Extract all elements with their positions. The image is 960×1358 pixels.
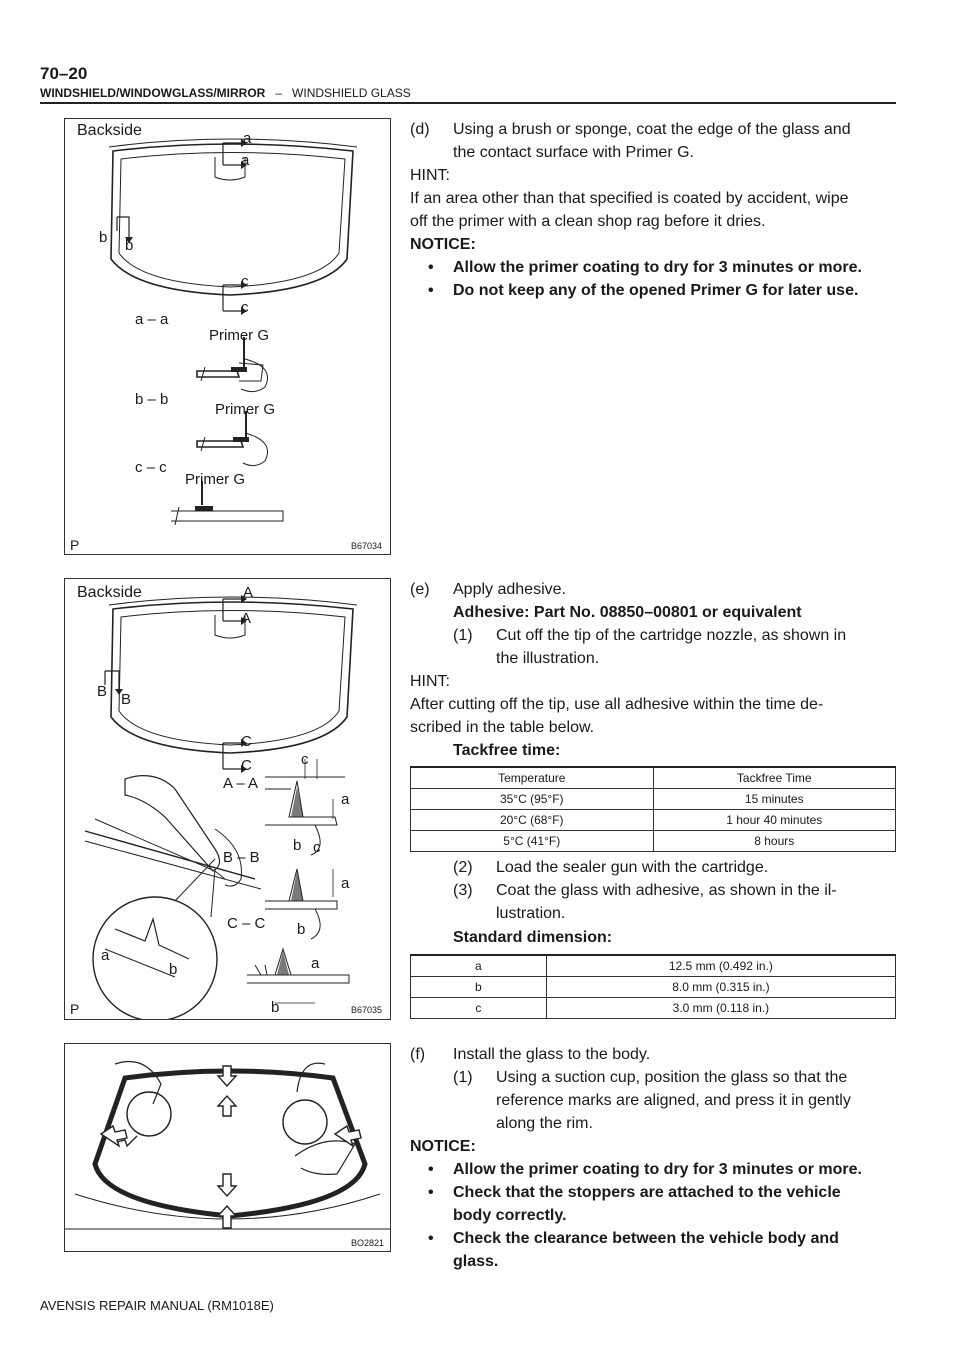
sub-step-label: (3)	[453, 882, 473, 899]
step-text: Using a brush or sponge, coat the edge of the glass and	[453, 121, 851, 138]
table-cell: 8 hours	[653, 831, 896, 852]
sub-step-text: the illustration.	[496, 650, 600, 667]
dim-label-b: b	[297, 921, 306, 938]
hint-text: If an area other than that specified is coated by accident, wipe	[410, 190, 849, 207]
label-a: a	[243, 130, 252, 147]
section-label-B-B: B – B	[223, 849, 260, 866]
dim-label-a: a	[341, 875, 350, 892]
notice-text: Allow the primer coating to dry for 3 minutes or more.	[453, 259, 862, 276]
sub-step-text: Cut off the tip of the cartridge nozzle, as shown in	[496, 627, 847, 644]
notice-label: NOTICE:	[410, 236, 476, 253]
sub-step-label: (2)	[453, 859, 473, 876]
bullet: •	[428, 282, 434, 299]
figure-adhesive-application	[64, 578, 391, 1020]
table-header: Tackfree Time	[653, 767, 896, 789]
adhesive-part-number: Adhesive: Part No. 08850–00801 or equivalent	[453, 604, 802, 621]
figure-code: BO2821	[351, 1238, 385, 1248]
step-label: (e)	[410, 581, 430, 598]
section-label-A-A: A – A	[223, 775, 259, 792]
dim-label-b: b	[169, 961, 178, 978]
dim-label-c: c	[301, 751, 309, 768]
step-text: Install the glass to the body.	[453, 1046, 651, 1063]
figure-primer-application	[64, 118, 391, 555]
primer-g-label: Primer G	[209, 327, 269, 344]
primer-g-label: Primer G	[215, 401, 275, 418]
section-label-a-a: a – a	[135, 311, 169, 328]
notice-text: Check the clearance between the vehicle body and	[453, 1230, 839, 1247]
section-title: WINDSHIELD/WINDOWGLASS/MIRROR	[40, 86, 266, 100]
figure-code: B67035	[351, 1005, 383, 1015]
notice-text: Do not keep any of the opened Primer G for later use.	[453, 282, 859, 299]
dim-label-a: a	[341, 791, 350, 808]
table-header: Temperature	[411, 767, 654, 789]
label-b: b	[125, 237, 134, 254]
section-label-C-C: C – C	[227, 915, 266, 932]
table-cell: 20°C (68°F)	[411, 810, 654, 831]
label-c: c	[241, 299, 249, 316]
sub-step-text: along the rim.	[496, 1115, 593, 1132]
sub-step-label: (1)	[453, 1069, 473, 1086]
step-label: (f)	[410, 1046, 426, 1063]
label-B: B	[97, 683, 108, 700]
step-text: the contact surface with Primer G.	[453, 144, 694, 161]
label-A: A	[243, 584, 254, 601]
label-C: C	[241, 757, 252, 774]
table-row	[411, 955, 896, 977]
table-cell: 35°C (95°F)	[411, 789, 654, 810]
glass-installation-diagram	[65, 1044, 390, 1251]
table-row	[411, 977, 896, 998]
tackfree-table	[410, 766, 896, 852]
table-row	[411, 789, 896, 810]
subsection-title: WINDSHIELD GLASS	[292, 86, 411, 100]
section-label-c-c: c – c	[135, 459, 167, 476]
dim-label-c: c	[313, 839, 321, 856]
step-label: (d)	[410, 121, 430, 138]
hint-text: off the primer with a clean shop rag before it dries.	[410, 213, 766, 230]
figure-code: B67034	[351, 541, 383, 551]
hint-label: HINT:	[410, 673, 450, 690]
figure2-title: Backside	[77, 584, 142, 601]
figure-mark: P	[70, 537, 80, 553]
table-row	[411, 831, 896, 852]
tackfree-title: Tackfree time:	[453, 742, 561, 759]
header-separator: –	[275, 86, 283, 100]
label-A: A	[241, 610, 252, 627]
bullet: •	[428, 259, 434, 276]
notice-text: glass.	[453, 1253, 499, 1270]
table-cell: a	[411, 955, 547, 977]
primer-g-label: Primer G	[185, 471, 245, 488]
sub-step-text: Load the sealer gun with the cartridge.	[496, 859, 769, 876]
standard-dimension-title: Standard dimension:	[453, 929, 613, 946]
dim-label-a: a	[311, 955, 320, 972]
figure1-title: Backside	[77, 122, 142, 139]
table-cell: 3.0 mm (0.118 in.)	[546, 998, 895, 1019]
table-cell: 15 minutes	[653, 789, 896, 810]
notice-text: body correctly.	[453, 1207, 567, 1224]
bullet: •	[428, 1184, 434, 1201]
sub-step-text: Using a suction cup, position the glass so that the	[496, 1069, 848, 1086]
step-text: Apply adhesive.	[453, 581, 566, 598]
sub-step-text: lustration.	[496, 905, 566, 922]
bullet: •	[428, 1161, 434, 1178]
table-cell: 8.0 mm (0.315 in.)	[546, 977, 895, 998]
figure-glass-installation	[64, 1043, 391, 1252]
sub-step-label: (1)	[453, 627, 473, 644]
sub-step-text: reference marks are aligned, and press it in gently	[496, 1092, 851, 1109]
label-C: C	[241, 733, 252, 750]
notice-label: NOTICE:	[410, 1138, 476, 1155]
dim-label-b: b	[293, 837, 302, 854]
table-cell: c	[411, 998, 547, 1019]
label-a: a	[241, 152, 250, 169]
dim-label-b: b	[271, 999, 280, 1016]
sub-step-text: Coat the glass with adhesive, as shown in the il-	[496, 882, 837, 899]
table-row	[411, 810, 896, 831]
hint-label: HINT:	[410, 167, 450, 184]
table-cell: 5°C (41°F)	[411, 831, 654, 852]
label-b: b	[99, 229, 108, 246]
figure-mark: P	[70, 1001, 80, 1017]
footer-manual-name: AVENSIS REPAIR MANUAL (RM1018E)	[40, 1298, 274, 1313]
section-label-b-b: b – b	[135, 391, 169, 408]
table-header-row	[411, 767, 896, 789]
standard-dimension-table	[410, 954, 896, 1019]
page-number: 70–20	[40, 64, 88, 83]
hint-text: scribed in the table below.	[410, 719, 595, 736]
notice-text: Allow the primer coating to dry for 3 minutes or more.	[453, 1161, 862, 1178]
page-header	[40, 86, 411, 100]
table-cell: 1 hour 40 minutes	[653, 810, 896, 831]
table-cell: 12.5 mm (0.492 in.)	[546, 955, 895, 977]
header-rule	[40, 102, 896, 104]
hint-text: After cutting off the tip, use all adhesive within the time de-	[410, 696, 824, 713]
notice-text: Check that the stoppers are attached to the vehicle	[453, 1184, 841, 1201]
bullet: •	[428, 1230, 434, 1247]
label-B: B	[121, 691, 132, 708]
table-cell: b	[411, 977, 547, 998]
dim-label-a: a	[101, 947, 110, 964]
label-c: c	[241, 273, 249, 290]
table-row	[411, 998, 896, 1019]
